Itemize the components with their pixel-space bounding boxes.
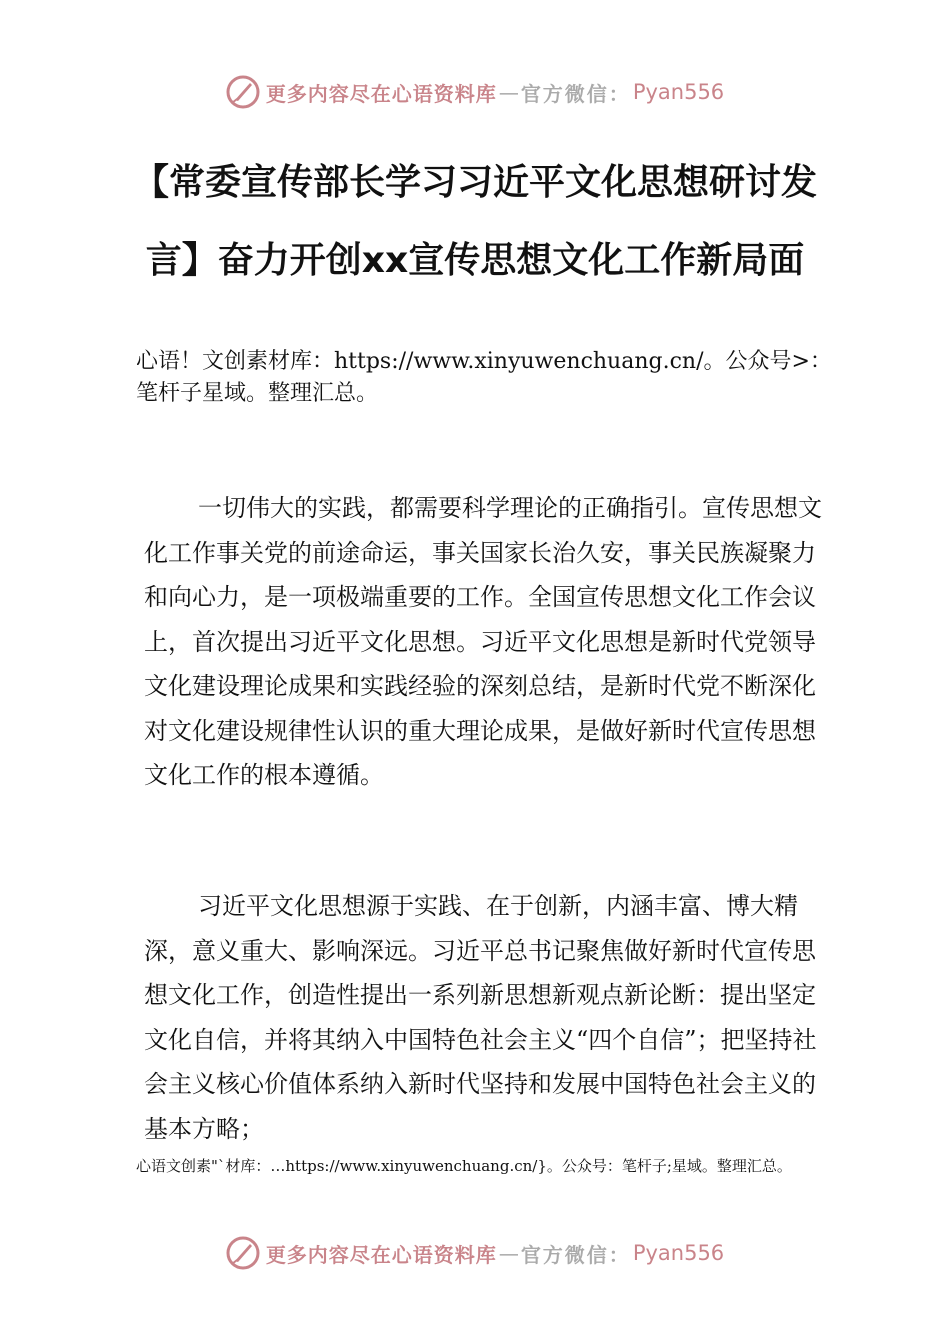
banner-wechat-label: 官方微信： <box>520 81 631 106</box>
banner-text: 更多内容尽在心语资料库 <box>265 1242 497 1267</box>
source-line: 心语！文创素材库：https://www.xinyuwenchuang.cn/。公众号>：笔杆子星域。整理汇总。 <box>136 349 832 406</box>
footnote: 心语文创素"`材库：…https://www.xinyuwenchuang.cn/}。公众号：笔杆子;星域。整理汇总。 <box>136 1157 792 1175</box>
banner-separator: — <box>498 1241 519 1265</box>
banner-wechat-id: Pyan556 <box>632 80 725 104</box>
paragraph-2: 习近平文化思想源于实践、在于创新，内涵丰富、博大精深，意义重大、影响深远。习近平总书记聚焦做好新时代宣传思想文化工作，创造性提出一系列新思想新观点新论断：提出坚定文化自信，并将其纳入中国特色社会主义“四个自信”；把坚持社会主义核心价值体系纳入新时代坚持和发展中国特色社会主义的基本方略； <box>144 892 817 1143</box>
banner-separator: — <box>498 80 519 104</box>
header-banner <box>0 70 950 114</box>
footer-banner <box>0 1231 950 1275</box>
quill-pen-logo-icon <box>226 1236 260 1270</box>
banner-text: 更多内容尽在心语资料库 <box>265 81 497 106</box>
document-title: 【常委宣传部长学习习近平文化思想研讨发言】奋力开创xx宣传思想文化工作新局面 <box>132 162 817 281</box>
paragraph-1: 一切伟大的实践，都需要科学理论的正确指引。宣传思想文化工作事关党的前途命运，事关国家长治久安，事关民族凝聚力和向心力，是一项极端重要的工作。全国宣传思想文化工作会议上，首次提出习近平文化思想。习近平文化思想是新时代党领导文化建设理论成果和实践经验的深刻总结，是新时代党不断深化对文化建设规律性认识的重大理论成果，是做好新时代宣传思想文化工作的根本遵循。 <box>144 494 822 789</box>
banner-wechat-id: Pyan556 <box>632 1241 725 1265</box>
quill-pen-logo-icon <box>226 75 260 109</box>
banner-wechat-label: 官方微信： <box>520 1242 631 1267</box>
